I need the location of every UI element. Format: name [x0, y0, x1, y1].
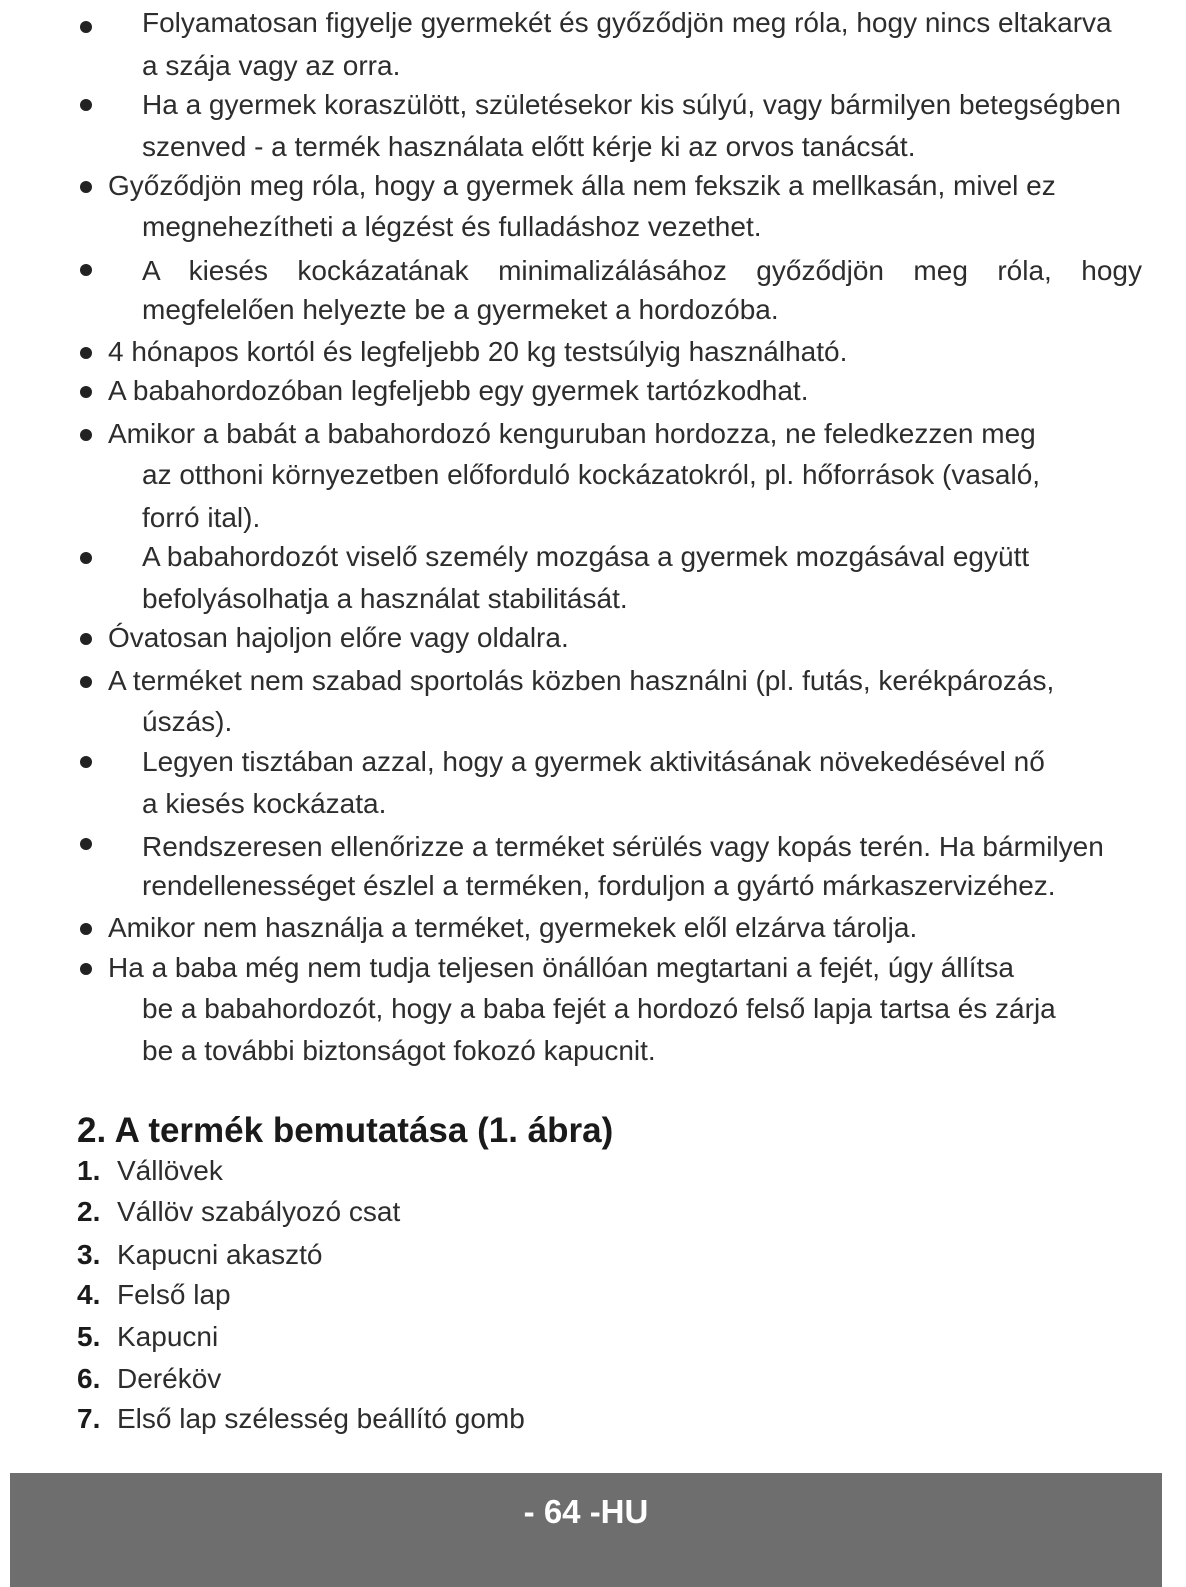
item-number: 7. [77, 1403, 101, 1434]
bullet-line: Rendszeresen ellenőrizze a terméket sérülés vagy kopás terén. Ha bármilyen [142, 831, 1104, 862]
list-item [77, 1152, 223, 1190]
bullet-line: Amikor a babát a babahordozó kenguruban hordozza, ne feledkezzen meg [108, 418, 1036, 449]
bullet-line: megfelelően helyezte be a gyermeket a hordozóba. [142, 294, 779, 325]
item-number: 1. [77, 1155, 101, 1186]
bullet-line: forró ital). [142, 502, 261, 533]
list-item [77, 1400, 525, 1438]
item-number: 6. [77, 1363, 101, 1394]
bullet-line: befolyásolhatja a használat stabilitását. [142, 583, 628, 614]
bullet-dot [80, 99, 92, 111]
bullet-line: a szája vagy az orra. [142, 50, 401, 81]
item-text: Vállövek [117, 1155, 223, 1186]
item-number: 2. [77, 1196, 101, 1227]
bullet-dot [80, 181, 92, 193]
bullet-dot [80, 552, 92, 564]
bullet-line: Folyamatosan figyelje gyermekét és győződjön meg róla, hogy nincs eltakarva [142, 7, 1112, 38]
bullet-dot [80, 963, 92, 975]
bullet-line: Legyen tisztában azzal, hogy a gyermek aktivitásának növekedésével nő [142, 746, 1045, 777]
bullet-dot [80, 386, 92, 398]
bullet-line: A terméket nem szabad sportolás közben használni (pl. futás, kerékpározás, [108, 665, 1055, 696]
bullet-dot [80, 21, 92, 33]
bullet-line: megnehezítheti a légzést és fulladáshoz vezethet. [142, 211, 762, 242]
item-text: Felső lap [117, 1279, 231, 1310]
bullet-line: be a babahordozót, hogy a baba fejét a hordozó felső lapja tartsa és zárja [142, 993, 1056, 1024]
bullet-line: Ha a gyermek koraszülött, születésekor kis súlyú, vagy bármilyen betegségben [142, 89, 1121, 120]
item-text: Kapucni [117, 1321, 219, 1352]
page-number: - 64 -HU [523, 1493, 649, 1530]
list-item [77, 1360, 221, 1398]
item-text: Kapucni akasztó [117, 1239, 323, 1270]
bullet-line: szenved - a termék használata előtt kérje ki az orvos tanácsát. [142, 131, 916, 162]
item-number: 4. [77, 1279, 101, 1310]
bullet-line: A kiesés kockázatának minimalizálásához győződjön meg róla, hogy [142, 255, 1142, 286]
list-item [77, 1236, 322, 1274]
bullet-line: az otthoni környezetben előforduló kockázatokról, pl. hőforrások (vasaló, [142, 459, 1041, 490]
bullet-line: A babahordozót viselő személy mozgása a gyermek mozgásával együtt [142, 541, 1030, 572]
bullet-line: rendellenességet észlel a terméken, forduljon a gyártó márkaszervizéhez. [142, 870, 1056, 901]
section-heading: 2. A termék bemutatása (1. ábra) [77, 1111, 614, 1150]
bullet-dot [80, 923, 92, 935]
bullet-line: úszás). [142, 706, 233, 737]
item-text: Vállöv szabályozó csat [117, 1196, 401, 1227]
list-item [77, 1276, 231, 1314]
bullet-dot [80, 429, 92, 441]
bullet-line: Győződjön meg róla, hogy a gyermek álla nem fekszik a mellkasán, mivel ez [108, 170, 1056, 201]
bullet-line: a kiesés kockázata. [142, 788, 387, 819]
item-text: Deréköv [117, 1363, 222, 1394]
item-number: 5. [77, 1321, 101, 1352]
bullet-dot [80, 756, 92, 768]
bullet-line: A babahordozóban legfeljebb egy gyermek tartózkodhat. [108, 375, 809, 406]
bullet-dot [80, 264, 92, 276]
bullet-line: 4 hónapos kortól és legfeljebb 20 kg testsúlyig használható. [108, 336, 848, 367]
bullet-line: Óvatosan hajoljon előre vagy oldalra. [108, 622, 569, 653]
item-text: Első lap szélesség beállító gomb [117, 1403, 525, 1434]
page-footer [10, 1473, 1162, 1587]
bullet-line: Amikor nem használja a terméket, gyermekek elől elzárva tárolja. [108, 912, 918, 943]
bullet-dot [80, 633, 92, 645]
bullet-dot [80, 838, 92, 850]
list-item [77, 1318, 218, 1356]
bullet-dot [80, 347, 92, 359]
item-number: 3. [77, 1239, 101, 1270]
bullet-line: Ha a baba még nem tudja teljesen önállóan megtartani a fejét, úgy állítsa [108, 952, 1014, 983]
list-item [77, 1193, 400, 1231]
bullet-line: be a további biztonságot fokozó kapucnit. [142, 1035, 656, 1066]
bullet-dot [80, 676, 92, 688]
